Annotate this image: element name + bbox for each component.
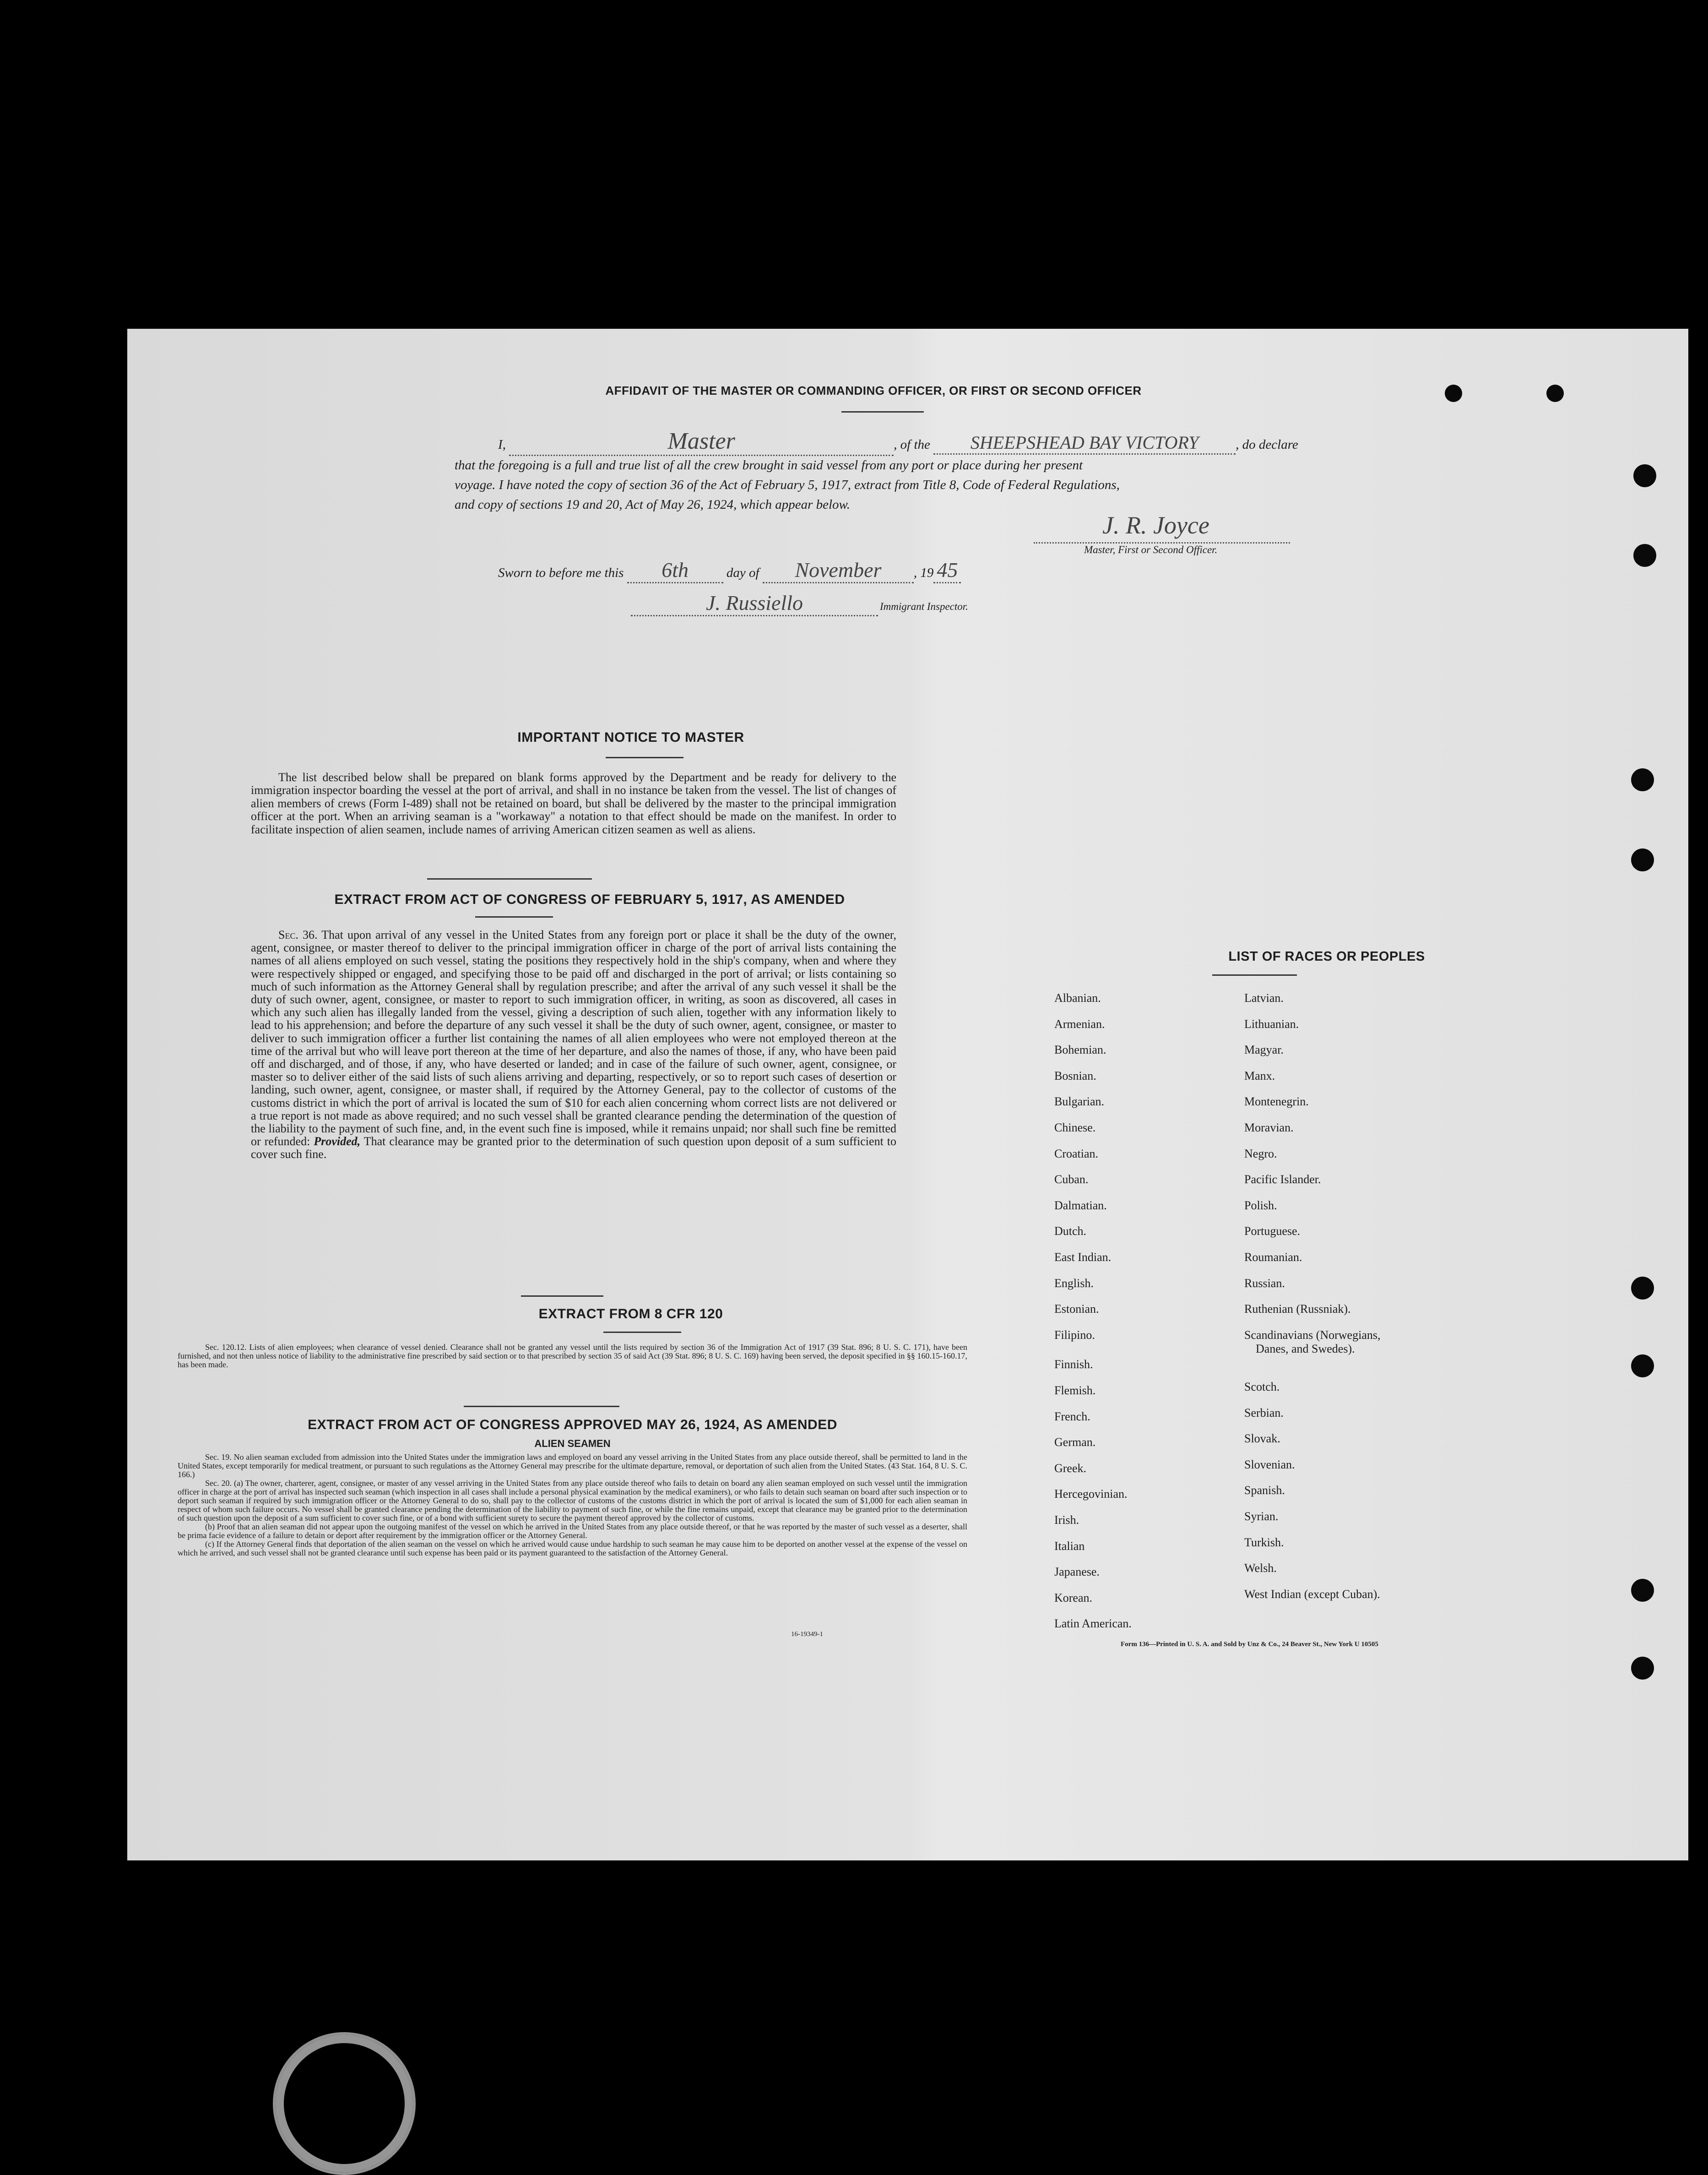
punch-hole <box>1633 544 1656 567</box>
race-item: Slovenian. <box>1244 1457 1295 1471</box>
race-item: Italian <box>1054 1539 1085 1553</box>
race-item: East Indian. <box>1054 1251 1112 1264</box>
officer-name-field <box>509 428 894 456</box>
race-item: Turkish. <box>1244 1535 1284 1549</box>
punch-hole <box>1546 385 1564 402</box>
embossed-seal <box>273 2032 416 2175</box>
sworn-line <box>498 558 961 583</box>
divider <box>606 757 683 758</box>
inspector-line <box>631 591 968 616</box>
race-item: Russian. <box>1244 1276 1285 1290</box>
extract-1917-title: EXTRACT FROM ACT OF CONGRESS OF FEBRUARY 5, 1917, AS AMENDED <box>334 892 845 907</box>
punch-hole <box>1633 464 1656 487</box>
vessel-name-field <box>933 432 1236 455</box>
race-item: Armenian. <box>1054 1017 1105 1031</box>
race-item: Slovak. <box>1244 1432 1280 1446</box>
race-item: Manx. <box>1244 1069 1275 1082</box>
race-item: Syrian. <box>1244 1510 1279 1523</box>
sworn-day-of: day of <box>726 566 759 580</box>
race-item: Finnish. <box>1054 1358 1093 1371</box>
sworn-day-field <box>627 558 723 583</box>
master-signature-line <box>1034 542 1290 544</box>
form-footer: Form 136—Printed in U. S. A. and Sold by Unz & Co., 24 Beaver St., New York U 10505 <box>1121 1641 1378 1648</box>
divider <box>464 1406 619 1407</box>
divider <box>427 878 592 880</box>
affidavit-line-1 <box>498 428 1432 456</box>
race-item: Portuguese. <box>1244 1224 1301 1238</box>
cfr-title: EXTRACT FROM 8 CFR 120 <box>538 1306 723 1321</box>
race-item: Polish. <box>1244 1198 1277 1212</box>
affidavit-text-2: that the foregoing is a full and true list of all the crew brought in said vessel from any port or place during her present <box>455 458 1083 473</box>
race-item: Greek. <box>1054 1461 1087 1475</box>
affidavit-text-3: voyage. I have noted the copy of section 36 of the Act of February 5, 1917, extract from Title 8, Code of Federal Regulations, <box>455 478 1120 492</box>
race-item: French. <box>1054 1409 1090 1423</box>
divider <box>475 916 553 918</box>
race-item: English. <box>1054 1276 1094 1290</box>
race-item: Flemish. <box>1054 1384 1096 1397</box>
provided-text: That clearance may be granted prior to the determination of such question upon deposit of a sum sufficient to cover such fine. <box>251 1135 897 1161</box>
extract-1924-subtitle: ALIEN SEAMEN <box>534 1438 611 1449</box>
section-19-text: Sec. 19. No alien seaman excluded from admission into the United States under the immigration laws and employed on board any vessel arriving in the United States from any place outside thereof, shall be permitted to land in the United States, except temporarily for medical treatment, or pursuant to such regulations as the Attorney General may prescribe for the ultimate departure, removal, or deportation of such alien from the United States. (43 Stat. 164, 8 U. S. C. 166.) <box>178 1452 967 1479</box>
race-item: Japanese. <box>1054 1565 1100 1579</box>
race-item: Latvian. <box>1244 991 1284 1005</box>
provided-label: Provided, <box>314 1135 361 1148</box>
notice-text: The list described below shall be prepared on blank forms approved by the Department and be ready for delivery to the immigration inspector boarding the vessel at the port of arrival, and shall in no instance be taken from the vessel. The list of changes of alien members of crews (Form I-489) shall not be retained on board, but shall be delivered by the master to the principal immigration officer at the port. When an arriving seaman is a "workaway" a notation to that effect should be made on the manifest. In order to facilitate inspection of alien seamen, include names of arriving American citizen seamen as well as aliens. <box>251 771 896 836</box>
sworn-month: November <box>795 558 882 582</box>
section-36-label: Sec. 36. <box>278 928 318 941</box>
divider <box>603 1332 681 1333</box>
sworn-month-field <box>763 558 914 583</box>
race-item: Negro. <box>1244 1147 1277 1160</box>
punch-hole <box>1631 1277 1654 1300</box>
race-item: Lithuanian. <box>1244 1017 1299 1031</box>
section-36-text: That upon arrival of any vessel in the United States from any foreign port or place it shall be the duty of the owner, agent, consignee, or master thereof to deliver to the principal immigration officer in charge of the port of arrival lists containing the names of all aliens employed on such vessel, stating the positions they respectively hold in the ship's company, when and where they were respectively shipped or engaged, and specifying those to be paid off and discharged in the port of arrival; or lists containing so much of such information as the Attorney General shall by regulation prescribe; and after the arrival of any such vessel it shall be the duty of such owner, agent, consignee, or master to report to such immigration officer, in writing, as soon as discovered, all cases in which any such alien has illegally landed from the vessel, giving a description of such alien, together with any information likely to lead to his apprehension; and before the departure of any such vessel it shall be the duty of such owner, agent, consignee, or master to deliver to such immigration officer a further list containing the names of all alien employees who were not employed thereon at the time of the arrival but who will leave port thereon at the time of her departure, and also the names of those, if any, who have been paid off and discharged, and of those, if any, who have deserted or landed; and in case of the failure of such owner, agent, consignee, or master so to deliver either of the said lists of such aliens arriving and departing, respectively, or so to report such cases of desertion or landing, such owner, agent, consignee, or master shall, if required by the Attorney General, pay to the collector of customs of the customs district in which the port of arrival is located the sum of $10 for each alien concerning whom correct lists are not delivered or a true report is not made as above required; and no such vessel shall be granted clearance pending the determination of the question of the liability to the payment of such fine, and, in the event such fine is imposed, while it remains unpaid; nor shall such fine be remitted or refunded: <box>251 928 896 1148</box>
race-item: Hercegovinian. <box>1054 1487 1128 1501</box>
sworn-year: 45 <box>937 558 958 582</box>
race-item: Korean. <box>1054 1591 1093 1604</box>
punch-hole <box>1445 385 1462 402</box>
race-item: Scotch. <box>1244 1380 1280 1393</box>
race-item: Irish. <box>1054 1513 1079 1527</box>
punch-hole <box>1631 1579 1654 1602</box>
section-20a-text: Sec. 20. (a) The owner, charterer, agent, consignee, or master of any vessel arriving in the United States from any place outside thereof who fails to detain on board any alien seaman employed on such vessel until the immigration officer in charge at the port of arrival has inspected such seaman (which inspection in all cases shall include a personal physical examination by the medical examiners), or who fails to detain such seaman on board after such inspection or to deport such seaman if required by such immigration officer or the Attorney General to do so, shall pay to the collector of customs of the customs district in which the port of arrival is located the sum of $1,000 for each alien seaman in respect of whom such failure occurs. No vessel shall be granted clearance pending the determination of the liability to payment of such fine, or while the fine remains unpaid, except that clearance may be granted prior to the determination of such question upon the deposit of a sum sufficient to cover such fine, or of a bond with sufficient surety to secure the payment thereof approved by the collector of customs. <box>178 1479 967 1522</box>
race-item: Spanish. <box>1244 1484 1285 1497</box>
sworn-day: 6th <box>662 558 689 582</box>
document-page <box>127 329 1688 1860</box>
label-of: , of the <box>894 437 930 452</box>
label-declare: , do declare <box>1236 437 1298 452</box>
race-item: Welsh. <box>1244 1561 1277 1575</box>
race-item: Bulgarian. <box>1054 1095 1105 1109</box>
notice-body <box>251 771 896 836</box>
race-item: Chinese. <box>1054 1121 1096 1134</box>
race-item: Bosnian. <box>1054 1069 1096 1082</box>
race-item: Cuban. <box>1054 1173 1089 1186</box>
race-item: Croatian. <box>1054 1147 1099 1160</box>
punch-hole <box>1631 1657 1654 1680</box>
extract-1924-body <box>178 1453 967 1557</box>
race-item: German. <box>1054 1436 1096 1449</box>
race-item: Estonian. <box>1054 1302 1099 1316</box>
race-item: Bohemian. <box>1054 1043 1106 1057</box>
inspector-caption: Immigrant Inspector. <box>880 601 968 612</box>
race-item: Dalmatian. <box>1054 1198 1107 1212</box>
divider <box>1212 974 1297 976</box>
extract-1924-title: EXTRACT FROM ACT OF CONGRESS APPROVED MAY 26, 1924, AS AMENDED <box>308 1417 837 1432</box>
punch-hole <box>1631 1354 1654 1377</box>
race-item: Latin American. <box>1054 1617 1132 1631</box>
extract-1917-body <box>251 929 896 1161</box>
officer-name: Master <box>667 428 735 454</box>
notice-title: IMPORTANT NOTICE TO MASTER <box>517 730 744 745</box>
cfr-text: Sec. 120.12. Lists of alien employees; when clearance of vessel denied. Clearance shall not be granted any vessel until the lists required by section 36 of the Immigration Act of 1917 (39 Stat. 896; 8 U. S. C. 171), have been furnished, and not then unless notice of liability to the administrative fine prescribed by said section or to that prescribed by section 35 of said Act (39 Stat. 896; 8 U. S. C. 169) having been served, the deposit specified in §§ 160.15-160.17, has been made. <box>178 1343 967 1369</box>
race-item: Roumanian. <box>1244 1251 1302 1264</box>
race-item: Pacific Islander. <box>1244 1173 1321 1186</box>
race-item: Magyar. <box>1244 1043 1284 1057</box>
section-20b-text: (b) Proof that an alien seaman did not appear upon the outgoing manifest of the vessel on which he arrived in the United States from any place outside thereof, or that he was reported by the master of such vessel as a deserter, shall be prima facie evidence of a failure to detain or deport after requirement by the immigration officer or the Attorney General. <box>178 1522 967 1540</box>
race-item: Albanian. <box>1054 991 1101 1005</box>
race-item: Montenegrin. <box>1244 1095 1309 1109</box>
form-code: 16-19349-1 <box>791 1631 823 1638</box>
race-item: Scandinavians (Norwegians, <box>1244 1328 1381 1342</box>
affidavit-text-4: and copy of sections 19 and 20, Act of May 26, 1924, which appear below. <box>455 497 850 512</box>
punch-hole <box>1631 848 1654 871</box>
divider <box>841 411 924 413</box>
race-item: Moravian. <box>1244 1121 1294 1134</box>
section-20c-text: (c) If the Attorney General finds that deportation of the alien seaman on the vessel on which he arrived would cause undue hardship to such seaman he may cause him to be deported on another vessel at the expense of the vessel on which he arrived, and such vessel shall not be granted clearance until such expense has been paid or its payment guaranteed to the satisfaction of the Attorney General. <box>178 1539 967 1557</box>
sworn-year-field <box>933 558 961 583</box>
race-item: Danes, and Swedes). <box>1256 1342 1355 1355</box>
affidavit-title: AFFIDAVIT OF THE MASTER OR COMMANDING OFFICER, OR FIRST OR SECOND OFFICER <box>605 384 1142 397</box>
master-signature: J. R. Joyce <box>1102 511 1209 539</box>
sworn-prefix: Sworn to before me this <box>498 566 624 580</box>
master-caption: Master, First or Second Officer. <box>1084 544 1218 555</box>
race-item: Dutch. <box>1054 1224 1087 1238</box>
cfr-body <box>178 1343 967 1369</box>
race-item: West Indian (except Cuban). <box>1244 1587 1380 1601</box>
inspector-signature: J. Russiello <box>705 591 803 614</box>
punch-hole <box>1631 768 1654 791</box>
race-item: Filipino. <box>1054 1328 1095 1342</box>
divider <box>521 1295 603 1297</box>
sworn-year-prefix: , 19 <box>913 566 934 580</box>
vessel-name: SHEEPSHEAD BAY VICTORY <box>970 432 1199 453</box>
inspector-signature-field <box>631 591 878 616</box>
races-title: LIST OF RACES OR PEOPLES <box>1228 949 1425 964</box>
race-item: Serbian. <box>1244 1406 1284 1419</box>
race-item: Ruthenian (Russniak). <box>1244 1302 1351 1316</box>
label-i: I, <box>498 437 506 452</box>
